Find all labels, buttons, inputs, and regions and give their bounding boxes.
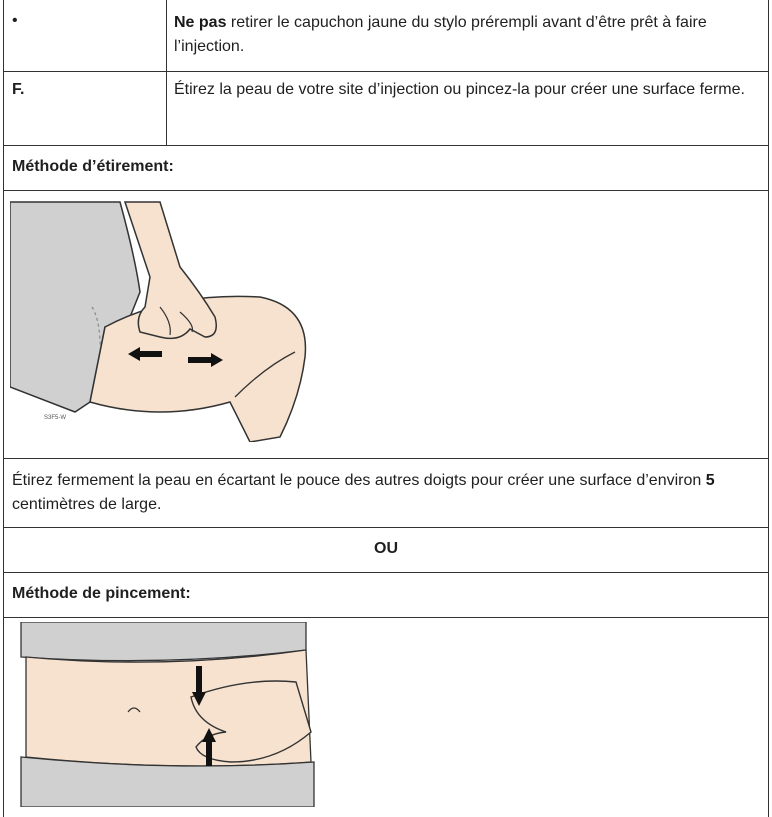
table-row-stretch-instruction — [3, 458, 769, 527]
step-label: F. — [4, 72, 167, 145]
hand-shape — [125, 202, 216, 338]
table-row-or — [3, 527, 769, 572]
table-row-stretch-figure — [3, 190, 769, 458]
instruction-part-1: Étirez fermement la peau en écartant le pouce des autres doigts pour créer une surface d’environ — [12, 472, 706, 489]
bullet-text — [167, 0, 768, 71]
pinch-method-illustration — [16, 622, 316, 807]
table-row-bullet — [3, 0, 769, 71]
bullet-marker: • — [4, 0, 167, 71]
table-row-pinch-heading — [3, 572, 769, 617]
table-row-step-f — [3, 71, 769, 145]
stretch-instruction — [4, 459, 768, 517]
stretch-heading: Méthode d’étirement: — [12, 158, 174, 175]
instruction-part-2: centimètres de large. — [12, 496, 162, 513]
bullet-emphasis: Ne pas — [174, 14, 227, 31]
or-label: OU — [374, 540, 398, 557]
table-row-stretch-heading — [3, 145, 769, 190]
stretch-method-illustration — [10, 197, 310, 442]
step-text: Étirez la peau de votre site d’injection ou pincez-la pour créer une surface ferme. — [174, 81, 745, 98]
figure-code: S3F5-W — [44, 415, 67, 421]
pinch-heading: Méthode de pincement: — [12, 585, 191, 602]
instruction-number: 5 — [705, 472, 715, 489]
table-row-pinch-figure — [3, 617, 769, 817]
bullet-body: retirer le capuchon jaune du stylo prérempli avant d’être prêt à faire l’injection. — [174, 14, 707, 55]
instruction-table — [3, 0, 769, 817]
